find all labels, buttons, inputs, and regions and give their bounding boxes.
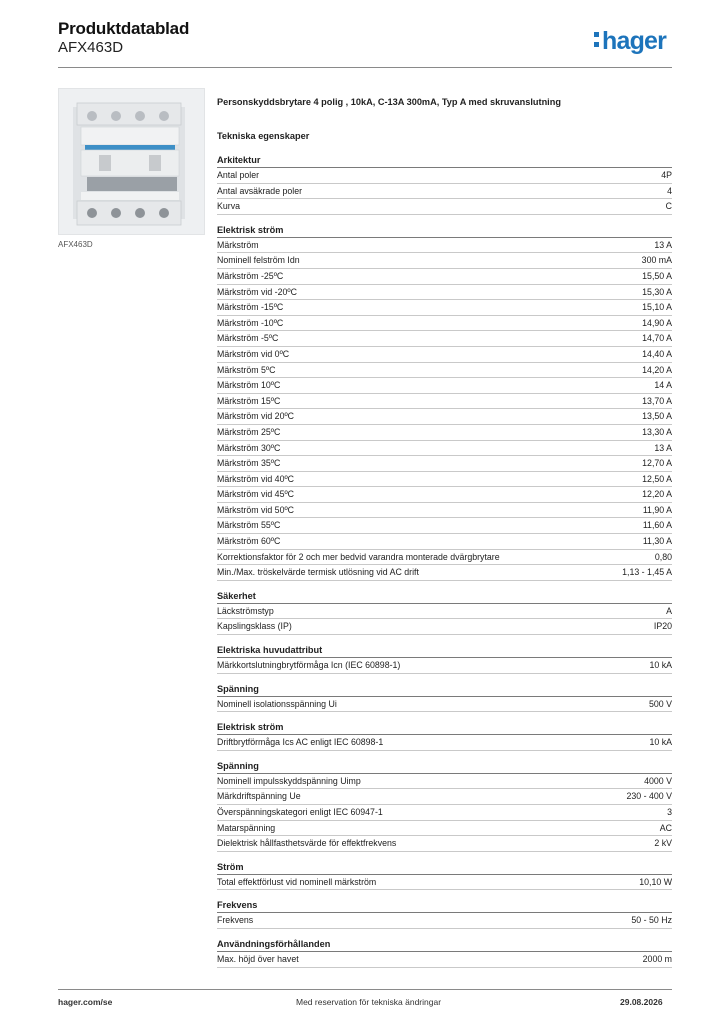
spec-group-title: Elektrisk ström (217, 224, 672, 238)
spec-label: Överspänningskategori enligt IEC 60947-1 (217, 807, 383, 817)
spec-label: Nominell impulsskyddspänning Uimp (217, 775, 361, 786)
spec-value: 3 (667, 807, 672, 817)
spec-row (217, 394, 672, 410)
spec-label: Märkström 30ºC (217, 442, 281, 453)
spec-row (217, 347, 672, 363)
spec-value: 11,60 A (642, 520, 672, 531)
spec-value: 2000 m (642, 953, 672, 964)
image-caption: AFX463D (58, 240, 93, 249)
spec-value: 11,90 A (642, 504, 672, 515)
spec-row (217, 441, 672, 457)
spec-label: Antal poler (217, 170, 260, 180)
spec-value: 500 V (649, 698, 672, 709)
spec-row (217, 253, 672, 269)
header-divider (58, 67, 672, 68)
spec-label: Märkström 15ºC (217, 395, 281, 406)
footer-website: hager.com/se (58, 997, 113, 1007)
spec-label: Nominell felström Idn (217, 255, 300, 266)
spec-label: Märkström 5ºC (217, 364, 276, 375)
spec-label: Märkström -15ºC (217, 302, 284, 313)
spec-value: C (665, 201, 672, 212)
spec-label: Märkström 10ºC (217, 380, 281, 391)
spec-label: Dielektrisk hållfasthetsvärde för effektfrekvens (217, 838, 397, 849)
spec-row (217, 518, 672, 534)
spec-value: 14,40 A (642, 348, 672, 359)
spec-label: Kurva (217, 201, 240, 212)
spec-row (217, 363, 672, 379)
spec-value: 13 A (654, 442, 672, 453)
logo-colon-icon (594, 32, 600, 48)
spec-label: Driftbrytförmåga Ics AC enligt IEC 60898-1 (217, 737, 384, 748)
spec-value: 15,30 A (642, 286, 672, 297)
spec-label: Märkström -10ºC (217, 317, 284, 328)
spec-row (217, 409, 672, 425)
spec-value: 12,70 A (642, 458, 672, 469)
spec-label: Märkström vid 45ºC (217, 489, 295, 500)
spec-row (217, 836, 672, 852)
spec-group (217, 861, 672, 891)
spec-row (217, 300, 672, 316)
spec-label: Märkström 35ºC (217, 458, 281, 469)
spec-row (217, 550, 672, 566)
spec-value: 13,30 A (642, 426, 672, 437)
product-description: Personskyddsbrytare 4 polig , 10kA, C-13A 300mA, Typ A med skruvanslutning (217, 97, 561, 107)
page-title: Produktdatablad (58, 19, 190, 38)
spec-group-title: Spänning (217, 760, 672, 774)
spec-row (217, 331, 672, 347)
spec-value: 15,10 A (642, 302, 672, 313)
spec-value: 4000 V (644, 775, 672, 786)
hager-logo (594, 26, 666, 56)
spec-label: Antal avsäkrade poler (217, 185, 303, 196)
product-code: AFX463D (58, 39, 124, 56)
spec-value: 0,80 (654, 551, 672, 562)
spec-label: Läckströmstyp (217, 605, 274, 616)
spec-value: 15,50 A (642, 270, 672, 281)
spec-label: Märkström -25ºC (217, 270, 284, 281)
spec-label: Max. höjd över havet (217, 953, 299, 964)
spec-row (217, 456, 672, 472)
spec-group (217, 590, 672, 635)
spec-label: Märkström 25ºC (217, 426, 281, 437)
spec-row (217, 774, 672, 790)
spec-row (217, 238, 672, 254)
spec-row (217, 378, 672, 394)
spec-label: Total effektförlust vid nominell märkström (217, 876, 377, 887)
circuit-breaker-illustration (59, 89, 204, 234)
spec-label: Märkström (217, 239, 259, 250)
spec-row (217, 805, 672, 821)
spec-label: Matarspänning (217, 822, 276, 833)
spec-value: A (666, 605, 672, 616)
spec-row (217, 168, 672, 184)
spec-value: 13 A (654, 239, 672, 250)
spec-group (217, 224, 672, 581)
spec-row (217, 565, 672, 581)
spec-label: Märkdriftspänning Ue (217, 791, 301, 802)
spec-label: Nominell isolationsspänning Ui (217, 698, 337, 709)
spec-row (217, 425, 672, 441)
footer-date: 29.08.2026 (620, 997, 663, 1007)
spec-groups (217, 154, 672, 968)
spec-value: 14 A (654, 380, 672, 391)
spec-label: Kapslingsklass (IP) (217, 621, 292, 632)
spec-label: Märkström -5ºC (217, 333, 279, 344)
spec-row (217, 199, 672, 215)
spec-group-title: Arkitektur (217, 154, 672, 168)
spec-row (217, 316, 672, 332)
spec-row (217, 697, 672, 713)
spec-value: 14,90 A (642, 317, 672, 328)
spec-value: 300 mA (641, 255, 672, 266)
spec-row (217, 913, 672, 929)
spec-label: Märkström 55ºC (217, 520, 281, 531)
spec-group (217, 938, 672, 968)
specifications (217, 96, 672, 977)
spec-row (217, 619, 672, 635)
spec-row (217, 735, 672, 751)
spec-value: 14,20 A (642, 364, 672, 375)
spec-label: Frekvens (217, 915, 254, 926)
spec-group (217, 683, 672, 713)
spec-value: 11,30 A (642, 536, 672, 547)
spec-row (217, 269, 672, 285)
product-image (58, 88, 205, 235)
spec-row (217, 658, 672, 674)
spec-value: 10 kA (649, 737, 672, 748)
spec-row (217, 821, 672, 837)
spec-group (217, 899, 672, 929)
spec-label: Märkström vid -20ºC (217, 286, 297, 297)
spec-value: 13,70 A (642, 395, 672, 406)
spec-value: 50 - 50 Hz (631, 915, 672, 926)
spec-label: Korrektionsfaktor för 2 och mer bedvid varandra monterade dvärgbrytare (217, 551, 500, 562)
spec-row (217, 875, 672, 891)
spec-value: 10 kA (649, 660, 672, 671)
spec-group (217, 721, 672, 751)
spec-label: Märkström vid 50ºC (217, 504, 295, 515)
footer-disclaimer: Med reservation för tekniska ändringar (296, 997, 442, 1007)
spec-group-title: Användningsförhållanden (217, 938, 672, 952)
spec-group (217, 644, 672, 674)
spec-label: Märkström vid 40ºC (217, 473, 295, 484)
spec-label: Märkström 60ºC (217, 536, 281, 547)
spec-label: Märkström vid 0ºC (217, 348, 290, 359)
spec-value: 13,50 A (642, 411, 672, 422)
spec-value: 14,70 A (642, 333, 672, 344)
spec-value: 1,13 - 1,45 A (622, 567, 672, 578)
spec-group-title: Elektrisk ström (217, 721, 672, 735)
spec-value: 12,50 A (642, 473, 672, 484)
spec-group (217, 760, 672, 852)
spec-row (217, 503, 672, 519)
spec-row (217, 534, 672, 550)
spec-label: Märkkortslutningbrytförmåga Icn (IEC 60898-1) (217, 660, 401, 671)
spec-row (217, 604, 672, 620)
spec-group-title: Frekvens (217, 899, 672, 913)
spec-value: 4P (661, 170, 672, 180)
spec-row (217, 952, 672, 968)
spec-value: AC (659, 822, 672, 833)
logo-text: hager (602, 27, 667, 55)
footer-divider (58, 989, 672, 990)
spec-row (217, 285, 672, 301)
spec-row (217, 472, 672, 488)
spec-group (217, 154, 672, 215)
spec-label: Min./Max. tröskelvärde termisk utlösning vid AC drift (217, 567, 419, 578)
spec-group-title: Elektriska huvudattribut (217, 644, 672, 658)
spec-value: 12,20 A (642, 489, 672, 500)
spec-row (217, 184, 672, 200)
spec-value: IP20 (653, 621, 672, 632)
spec-group-title: Säkerhet (217, 590, 672, 604)
spec-value: 2 kV (654, 838, 672, 849)
spec-label: Märkström vid 20ºC (217, 411, 295, 422)
spec-value: 4 (667, 185, 672, 196)
spec-row (217, 487, 672, 503)
spec-group-title: Ström (217, 861, 672, 875)
header (58, 18, 189, 57)
spec-group-title: Spänning (217, 683, 672, 697)
spec-row (217, 789, 672, 805)
section-heading: Tekniska egenskaper (217, 131, 310, 141)
spec-value: 10,10 W (639, 876, 672, 887)
spec-value: 230 - 400 V (626, 791, 672, 802)
